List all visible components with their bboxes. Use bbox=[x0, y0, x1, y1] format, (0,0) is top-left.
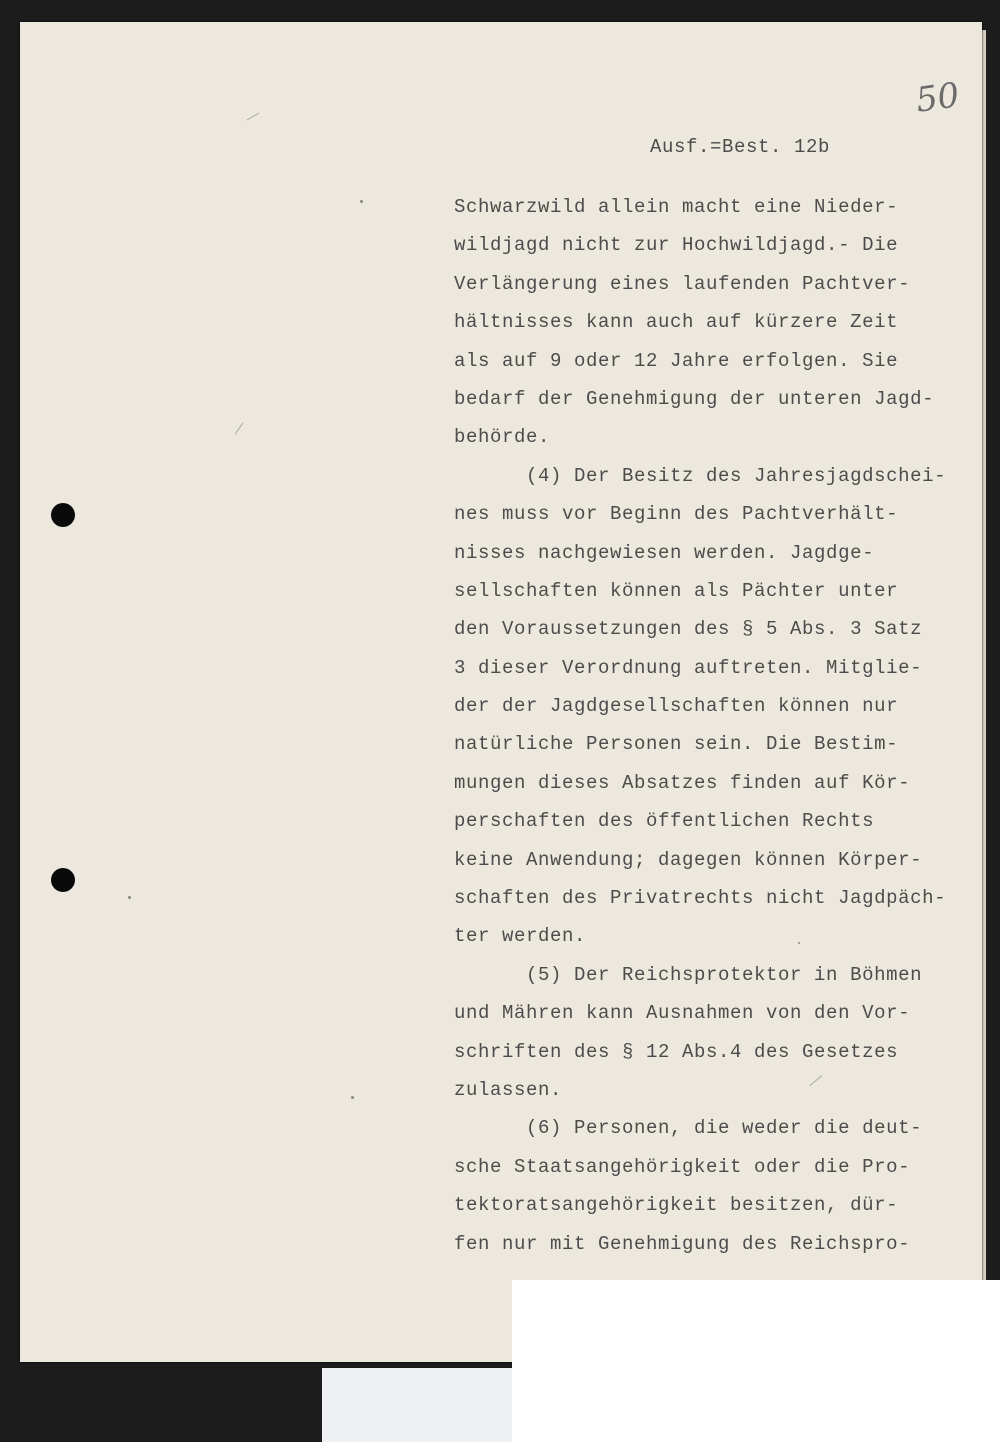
text-line: 3 dieser Verordnung auftreten. Mitglie- bbox=[430, 656, 923, 679]
text-line: Verlängerung eines laufenden Pachtver- bbox=[430, 272, 911, 295]
page-heading: Ausf.=Best. 12b bbox=[650, 136, 831, 158]
text-line: schaften des Privatrechts nicht Jagdpäch- bbox=[430, 887, 947, 910]
text-line: den Voraussetzungen des § 5 Abs. 3 Satz bbox=[430, 618, 923, 641]
paper-speck bbox=[360, 200, 363, 203]
text-line: tektoratsangehörigkeit besitzen, dür- bbox=[430, 1194, 899, 1217]
text-line: zulassen. bbox=[430, 1078, 563, 1101]
text-line: (4) Der Besitz des Jahresjagdschei- bbox=[430, 464, 947, 487]
text-line: behörde. bbox=[430, 426, 551, 449]
text-line: nisses nachgewiesen werden. Jagdge- bbox=[430, 541, 875, 564]
text-line: keine Anwendung; dagegen können Körper- bbox=[430, 848, 923, 871]
text-line: perschaften des öffentlichen Rechts bbox=[430, 810, 875, 833]
text-line: Schwarzwild allein macht eine Nieder- bbox=[430, 196, 899, 218]
document-body bbox=[430, 188, 946, 1263]
text-line: hältnisses kann auch auf kürzere Zeit bbox=[430, 311, 899, 334]
paper-speck bbox=[351, 1096, 354, 1099]
text-line: und Mähren kann Ausnahmen von den Vor- bbox=[430, 1002, 911, 1025]
paper-speck bbox=[128, 896, 131, 899]
punch-hole-lower bbox=[51, 868, 75, 892]
text-line: sellschaften können als Pächter unter bbox=[430, 579, 899, 602]
text-line: der der Jagdgesellschaften können nur bbox=[430, 695, 899, 718]
text-line: schriften des § 12 Abs.4 des Gesetzes bbox=[430, 1040, 899, 1063]
text-line: sche Staatsangehörigkeit oder die Pro- bbox=[430, 1155, 911, 1178]
text-line: als auf 9 oder 12 Jahre erfolgen. Sie bbox=[430, 349, 899, 372]
text-line: nes muss vor Beginn des Pachtverhält- bbox=[430, 503, 899, 526]
text-line: (6) Personen, die weder die deut- bbox=[430, 1117, 923, 1140]
paper-speck bbox=[798, 942, 800, 944]
handwritten-page-number: 50 bbox=[913, 75, 962, 121]
text-line: natürliche Personen sein. Die Bestim- bbox=[430, 733, 899, 756]
card-strip bbox=[322, 1368, 512, 1442]
text-line: ter werden. bbox=[430, 925, 587, 948]
text-line: bedarf der Genehmigung der unteren Jagd- bbox=[430, 387, 935, 410]
text-line: wildjagd nicht zur Hochwildjagd.- Die bbox=[430, 234, 899, 257]
white-patch bbox=[512, 1280, 1000, 1442]
text-line: mungen dieses Absatzes finden auf Kör- bbox=[430, 771, 911, 794]
punch-hole-upper bbox=[51, 503, 75, 527]
text-line: (5) Der Reichsprotektor in Böhmen bbox=[430, 963, 923, 986]
text-line: fen nur mit Genehmigung des Reichspro- bbox=[430, 1232, 911, 1255]
